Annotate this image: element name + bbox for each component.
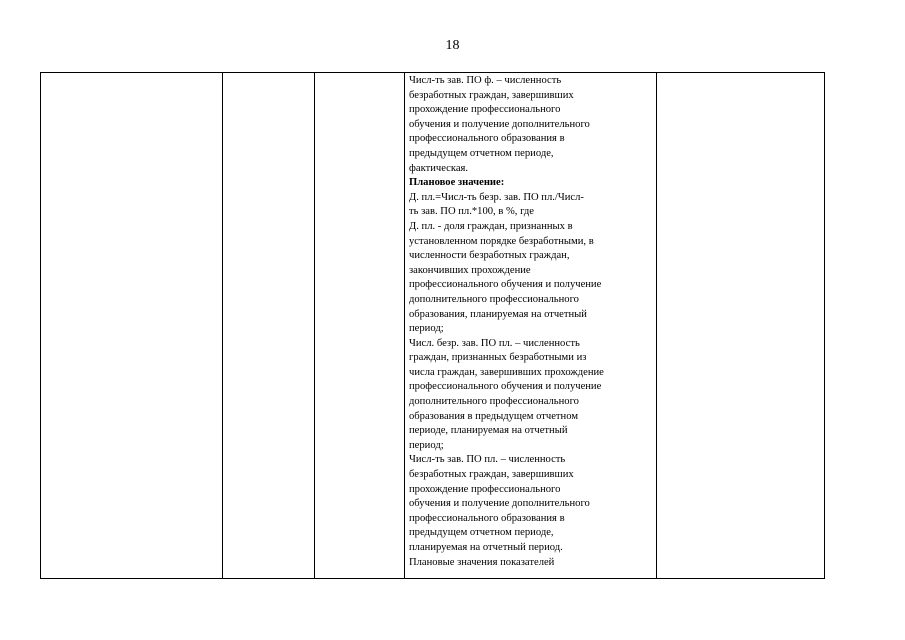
table-cell-col-1 (41, 73, 223, 579)
text-line: численности безработных граждан, (409, 250, 570, 262)
table-cell-col-2 (223, 73, 315, 579)
text-line: закончивших прохождение (409, 264, 531, 276)
text-line: безработных граждан, завершивших (409, 89, 574, 101)
text-line: профессионального образования в (409, 512, 565, 524)
page-number: 18 (445, 38, 460, 53)
section-heading: Плановое значение: (409, 177, 505, 189)
text-line: фактическая. (409, 162, 469, 174)
text-line: профессионального обучения и получение (409, 279, 602, 291)
text-line: период; (409, 323, 444, 335)
text-line: граждан, признанных безработными из (409, 352, 587, 364)
text-line: прохождение профессионального (409, 483, 561, 495)
text-line: установленном порядке безработными, в (409, 235, 594, 247)
text-line: образования в предыдущем отчетном (409, 410, 579, 422)
document-table (40, 72, 825, 579)
text-line: период; (409, 439, 444, 451)
text-line: Числ. безр. зав. ПО пл. – численность (409, 337, 580, 349)
table-cell-col-3 (315, 73, 405, 579)
text-line: безработных граждан, завершивших (409, 469, 574, 481)
text-line: Числ-ть зав. ПО ф. – численность (409, 75, 562, 86)
table-row (41, 73, 825, 579)
text-line: дополнительного профессионального (409, 396, 579, 408)
text-line: образования, планируемая на отчетный (409, 308, 587, 320)
text-line: Д. пл. - доля граждан, признанных в (409, 220, 573, 232)
text-line: Д. пл.=Числ-ть безр. зав. ПО пл./Числ- (409, 191, 584, 203)
text-line: предыдущем отчетном периоде, (409, 147, 554, 159)
table-cell-col-5 (657, 73, 825, 579)
text-line: Числ-ть зав. ПО пл. – численность (409, 454, 566, 466)
text-line: предыдущем отчетном периоде, (409, 527, 554, 539)
calculation-method-text (405, 73, 656, 570)
text-line: профессионального образования в (409, 133, 565, 145)
table-cell-calculation-method (405, 73, 657, 579)
text-line: дополнительного профессионального (409, 293, 579, 305)
text-line: обучения и получение дополнительного (409, 118, 590, 130)
text-line: прохождение профессионального (409, 104, 561, 116)
text-line: числа граждан, завершивших прохождение (409, 366, 604, 378)
text-line: планируемая на отчетный период. (409, 542, 563, 553)
text-line: обучения и получение дополнительного (409, 498, 590, 510)
text-line: профессионального обучения и получение (409, 381, 602, 393)
text-line: ть зав. ПО пл.*100, в %, где (409, 206, 535, 218)
text-line: Плановые значения показателей (409, 556, 555, 568)
text-line: периоде, планируемая на отчетный (409, 425, 568, 437)
